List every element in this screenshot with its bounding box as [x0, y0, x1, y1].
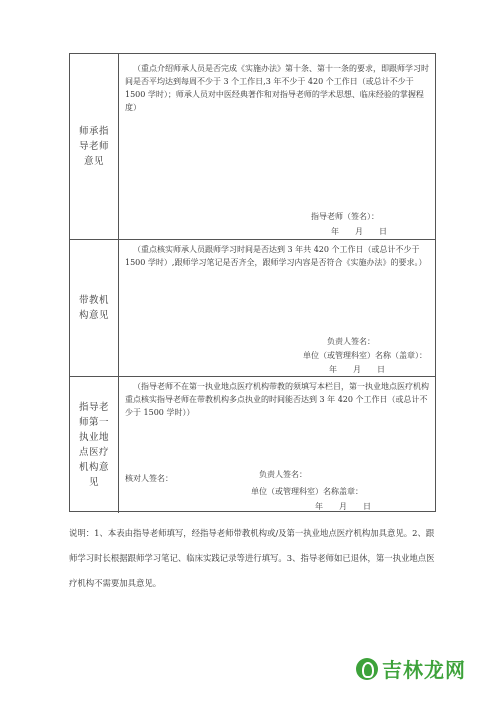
date-line: 年 月 日	[315, 502, 371, 511]
form-notes: 说明：1、本表由指导老师填写，经指导老师带教机构或/及第一执业地点医疗机构加具意见。2、跟师学习时长根据跟师学习笔记、临床实践记录等进行填写。3、指导老师如已退休，第一执业地点医疗机构不需要加具意见。	[69, 528, 435, 588]
watermark-logo-icon	[356, 658, 378, 680]
section-label-cell	[70, 377, 119, 513]
section-label-cell	[70, 240, 119, 376]
section-content-cell	[119, 54, 435, 239]
opinion-form-table	[69, 53, 436, 512]
section-content-cell	[119, 377, 435, 513]
date-line: 年 月 日	[331, 227, 387, 236]
section-teacher-opinion	[70, 54, 435, 240]
section-content-cell	[119, 240, 435, 376]
section-instructions: （重点介绍师承人员是否完成《实施办法》第十条、第十一条的要求，即跟师学习时间是否平均达到每周不少于 3 个工作日,3 年不少于 420 个工作日（或总计不少于 1500 学时）；师承人员对中医经典著作和对指导老师的学术思想、临床经验的掌握程度）	[125, 64, 429, 112]
watermark-text: 吉林龙网	[382, 658, 466, 682]
unit-seal-label: 单位（或管理科室）名称（盖章）：	[303, 351, 427, 360]
section-label: 师承指导老师意见	[78, 126, 109, 167]
section-instructions: （指导老师不在第一执业地点医疗机构带教的须填写本栏目，第一执业地点医疗机构重点核实指导老师在带教机构多点执业的时间能否达到 3 年 420 个工作日（或总计不少于 1500 学时））	[125, 382, 429, 417]
section-instructions: （重点核实师承人员跟师学习时间是否达到 3 年共 420 个工作日（或总计不少于 1500 学时）,跟师学习笔记是否齐全，跟师学习内容是否符合《实施办法》的要求。）	[125, 245, 427, 267]
section-practice-site-opinion	[70, 377, 435, 513]
section-label: 指导老师第一执业地点医疗机构意见	[78, 402, 109, 488]
teacher-signature-label: 指导老师（签名）：	[311, 212, 379, 221]
responsible-signature-label: 负责人签名：	[327, 337, 375, 346]
date-line: 年 月 日	[329, 365, 385, 374]
section-institution-opinion	[70, 240, 435, 377]
site-watermark	[356, 654, 466, 683]
responsible-signature-label: 负责人签名：	[259, 470, 307, 479]
section-label: 带教机构意见	[78, 295, 109, 321]
checker-signature-label: 核对人签名：	[125, 474, 173, 483]
section-label-cell	[70, 54, 119, 239]
unit-seal-label: 单位（或管理科室）名称盖章：	[251, 487, 363, 496]
